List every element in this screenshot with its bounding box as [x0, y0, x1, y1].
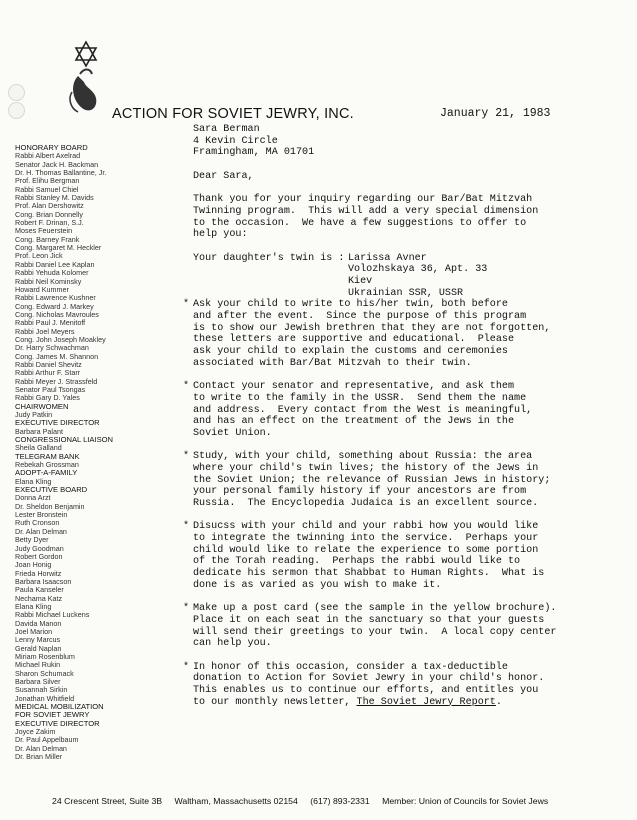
sidebar-heading: EXECUTIVE BOARD: [15, 486, 88, 495]
sidebar-name: Cong. Barney Frank: [15, 235, 80, 244]
suggestion-line: [193, 475, 633, 487]
suggestion-line: [193, 662, 633, 674]
suggestion-text: Russia. The Encyclopedia Judaica is an excellent source.: [193, 498, 539, 509]
sidebar-name: Judy Patkin: [15, 411, 53, 419]
suggestion-line: [193, 486, 633, 498]
sidebar-name: Cong. James M. Shannon: [15, 352, 99, 361]
sidebar-name: Dr. Harry Schwachman: [15, 344, 89, 353]
suggestion-text: Disucss with your child and your rabbi how you would like: [193, 521, 539, 533]
suggestion-text: your personal family history if your ancestors are from: [193, 486, 527, 498]
sidebar-name: Rabbi Meyer J. Strassfeld: [15, 377, 98, 386]
suggestion-item: [183, 451, 633, 509]
footer-member: Member: Union of Councils for Soviet Jews: [382, 796, 549, 806]
suggestion-text: Ask your child to write to his/her twin, both before: [193, 299, 508, 311]
intro-line: Thank you for your inquiry regarding our Bar/Bat Mitzvah: [193, 194, 533, 206]
suggestion-text: dedicate his sermon that Shabbat to Human Rights. What is: [193, 568, 545, 580]
suggestion-text: and has an effect on the treatment of the Jews in the: [193, 416, 515, 428]
sidebar-heading: TELEGRAM BANK: [15, 452, 80, 461]
sidebar-name: Joel Marion: [15, 627, 53, 636]
suggestion-text: Study, with your child, something about Russia: the area: [193, 451, 533, 463]
suggestion-text: child would like to relate the experience to some portion: [193, 544, 539, 556]
suggestion-text: Contact your senator and representative, and ask them: [193, 381, 515, 393]
sidebar-name: Barbara Silver: [15, 678, 61, 686]
suggestion-text: and after the event. Since the purpose of this program: [193, 311, 527, 322]
bullet-asterisk: *: [183, 603, 190, 615]
suggestion-line: [193, 638, 633, 650]
suggestion-line: [193, 334, 633, 346]
bullet-asterisk: *: [183, 381, 190, 393]
sidebar-name: Susannah Sirkin: [15, 686, 68, 695]
suggestion-line: [193, 416, 633, 428]
suggestion-line: [193, 463, 633, 475]
suggestion-line: [193, 545, 633, 557]
suggestion-line: [193, 393, 633, 405]
sidebar-heading: FOR SOVIET JEWRY: [15, 711, 90, 720]
suggestion-text: donation to Action for Soviet Jewry in your child's honor.: [193, 673, 545, 685]
sidebar-name: Joan Honig: [15, 561, 52, 570]
suggestion-text: the Soviet Union; the relevance of Russian Jews in history;: [193, 474, 551, 486]
footer-city: Waltham, Massachusetts 02154: [174, 796, 298, 806]
suggestion-line: [193, 451, 633, 463]
sidebar-heading: CONGRESSIONAL LIAISON: [15, 436, 114, 445]
sidebar-name: Rabbi Stanley M. Davids: [15, 194, 94, 203]
sidebar-heading: EXECUTIVE DIRECTOR: [15, 419, 100, 428]
twin-line: Volozhskaya 36, Apt. 33: [348, 264, 488, 276]
suggestion-text: Soviet Union.: [193, 427, 272, 439]
letter-date: January 21, 1983: [440, 107, 551, 120]
sidebar-name: Judy Goodman: [15, 544, 64, 553]
suggestion-line: [193, 685, 633, 697]
sidebar-name: Lester Bronstein: [15, 511, 68, 520]
suggestion-text: to integrate the twinning into the service. Perhaps your: [193, 533, 539, 545]
suggestion-line: [193, 533, 633, 545]
sentence-end: .: [495, 696, 502, 708]
sidebar-name: Cong. Nicholas Mavroules: [15, 310, 99, 319]
suggestion-text: In honor of this occasion, consider a tax-deductible: [193, 661, 508, 673]
sidebar-name: Robert Gordon: [15, 552, 63, 561]
sidebar-name: Dr. Alan Delman: [15, 744, 67, 753]
sidebar-name: Joyce Zakim: [15, 728, 56, 737]
sidebar-name: Barbara Isaacson: [15, 577, 72, 586]
suggestion-line: [193, 323, 633, 335]
bullet-asterisk: *: [183, 661, 190, 673]
suggestion-item: [183, 661, 633, 709]
suggestion-text: Make up a post card (see the sample in the yellow brochure).: [193, 603, 557, 615]
bullet-asterisk: *: [183, 451, 190, 463]
suggestion-line: [193, 311, 633, 323]
suggestion-text: associated with Bar/Bat Mitzvah to their twin.: [193, 357, 472, 369]
letter-body: [183, 124, 633, 708]
suggestion-text: to write to the family in the USSR. Send them the name: [193, 392, 527, 404]
sidebar-name: Miriam Rosenblum: [15, 652, 75, 661]
sidebar-name: Betty Dyer: [15, 536, 49, 545]
sidebar-name: Dr. Brian Miller: [15, 753, 63, 762]
sidebar-name: Cong. Margaret M. Heckler: [15, 244, 102, 253]
sidebar-name: Dr. Alan Delman: [15, 527, 67, 536]
sidebar-heading: ADOPT-A-FAMILY: [15, 469, 78, 478]
sidebar-name: Dr. Sheldon Benjamin: [15, 502, 85, 511]
suggestion-line: [193, 428, 633, 440]
sidebar-name: Rabbi Joel Meyers: [15, 327, 75, 336]
suggestion-line: [193, 521, 633, 533]
twin-info: [193, 253, 633, 300]
twin-line: Kiev: [348, 275, 373, 287]
sidebar-name: Prof. Alan Dershowitz: [15, 202, 84, 211]
twin-line: Larissa Avner: [348, 252, 427, 264]
letterhead-footer: [52, 796, 558, 806]
sidebar-name: Rabbi Yehuda Kolomer: [15, 269, 89, 278]
sidebar-name: Prof. Elihu Bergman: [15, 177, 80, 186]
star-of-david-logo: [60, 38, 112, 118]
suggestion-line: [193, 358, 633, 370]
intro-line: help you:: [193, 229, 248, 241]
sidebar-name: Davida Manon: [15, 619, 62, 628]
punch-hole-bottom: [8, 102, 25, 119]
sidebar-name: Nechama Katz: [15, 594, 63, 603]
sidebar-heading: CHAIRWOMEN: [15, 402, 69, 411]
suggestion-line: [193, 673, 633, 685]
twin-label: Your daughter's twin is :: [193, 252, 345, 264]
salutation: Dear Sara,: [193, 170, 254, 182]
suggestion-line: [193, 627, 633, 639]
sidebar-name: Prof. Leon Jick: [15, 252, 63, 261]
sidebar-name: Paula Kanseler: [15, 586, 64, 595]
bullet-asterisk: *: [183, 521, 190, 533]
sidebar-name: Cong. Edward J. Markey: [15, 302, 94, 311]
address-line: 4 Kevin Circle: [193, 135, 278, 147]
address-line: Framingham, MA 01701: [193, 147, 315, 159]
sidebar-name: Frieda Horwitz: [15, 569, 62, 578]
suggestion-line: [193, 405, 633, 417]
suggestion-line: [193, 299, 633, 311]
suggestion-line: [193, 556, 633, 568]
suggestion-line: [193, 580, 633, 592]
suggestion-line: [193, 381, 633, 393]
bullet-asterisk: *: [183, 299, 190, 311]
suggestion-text: to our monthly newsletter,: [193, 696, 357, 708]
suggestion-text: these letters are supportive and educational. Please: [193, 334, 515, 346]
sidebar-name: Rabbi Neil Kominsky: [15, 277, 82, 286]
sidebar-name: Ruth Cronson: [15, 519, 60, 528]
sidebar-name: Barbara Palant: [15, 427, 63, 436]
suggestion-line: [193, 697, 633, 709]
sidebar-name: Rabbi Albert Axelrad: [15, 152, 81, 161]
sidebar-name: Moses Feuerstein: [15, 227, 73, 236]
sidebar-name: Rabbi Lawrence Kushner: [15, 294, 96, 303]
sidebar-name: Cong. Brian Donnelly: [15, 210, 83, 219]
sidebar-name: Howard Kummer: [15, 285, 69, 294]
sidebar-heading: HONORARY BOARD: [15, 144, 88, 152]
suggestion-text: done is as varied as you wish to make it.: [193, 579, 442, 591]
sidebar-name: Rabbi Daniel Lee Kaplan: [15, 260, 95, 269]
suggestion-line: [193, 498, 633, 510]
suggestion-text: This enables us to continue our efforts, and entitles you: [193, 685, 539, 696]
suggestion-line: [193, 346, 633, 358]
suggestion-text: of the Torah reading. Perhaps the rabbi would like to: [193, 556, 521, 568]
sidebar-name: Gerald Naplan: [15, 644, 62, 653]
sidebar-name: Rabbi Michael Luckens: [15, 611, 90, 620]
sidebar-name: Senator Jack H. Backman: [15, 160, 99, 169]
sidebar-heading: MEDICAL MOBILIZATION: [15, 703, 104, 712]
sidebar-name: Sharon Schumack: [15, 669, 74, 678]
suggestion-item: [183, 299, 633, 369]
suggestion-text: and address. Every contact from the West is meaningful,: [193, 404, 533, 416]
intro-line: Twinning program. This will add a very special dimension: [193, 205, 539, 217]
sidebar-name: Rabbi Arthur F. Starr: [15, 369, 81, 378]
sidebar-name: Robert F. Drinan, S.J.: [15, 219, 84, 228]
suggestion-text: can help you.: [193, 638, 272, 650]
footer-street: 24 Crescent Street, Suite 3B: [52, 796, 163, 806]
punch-hole-top: [8, 84, 25, 101]
suggestion-text: ask your child to explain the customs and ceremonies: [193, 346, 508, 358]
sidebar-name: Donna Arzt: [15, 494, 51, 503]
sidebar-name: Dr. Paul Appelbaum: [15, 736, 79, 745]
sidebar-name: Michael Rukin: [15, 661, 61, 670]
sidebar-name: Rabbi Gary D. Yales: [15, 394, 80, 403]
suggestion-item: [183, 603, 633, 650]
sidebar-name: Jonathan Whitfield: [15, 694, 75, 703]
twin-line: Ukrainian SSR, USSR: [348, 287, 464, 299]
sidebar-name: Lenny Marcus: [15, 636, 61, 645]
suggestion-item: [183, 521, 633, 591]
sidebar-name: Cong. John Joseph Moakley: [15, 335, 106, 344]
sidebar-name: Rabbi Samuel Chiel: [15, 185, 79, 194]
suggestions-list: [183, 299, 633, 708]
suggestion-item: [183, 381, 633, 439]
recipient-address: [193, 124, 633, 159]
footer-phone: (617) 893-2331: [310, 796, 370, 806]
suggestion-text: will send their greetings to your twin. A local copy center: [193, 626, 557, 638]
sidebar-name: Rabbi Daniel Shevitz: [15, 360, 82, 369]
suggestion-line: [193, 568, 633, 580]
sidebar-name: Sheila Galland: [15, 444, 62, 453]
sidebar-name: Dr. H. Thomas Ballantine, Jr.: [15, 169, 107, 178]
suggestion-line: [193, 603, 633, 615]
intro-line: to the occasion. We have a few suggestions to offer to: [193, 217, 527, 229]
suggestion-text: Place it on each seat in the sanctuary so that your guests: [193, 614, 545, 626]
sidebar-name: Elana Kling: [15, 477, 52, 486]
intro-paragraph: [193, 194, 633, 241]
suggestion-text: is to show our Jewish brethren that they are not forgotten,: [193, 322, 551, 334]
sidebar-name: Senator Paul Tsongas: [15, 385, 86, 394]
sidebar-name: Rebekah Grossman: [15, 461, 79, 470]
sidebar-heading: EXECUTIVE DIRECTOR: [15, 719, 100, 728]
sidebar-name: Rabbi Paul J. Menitoff: [15, 319, 86, 328]
address-line: Sara Berman: [193, 124, 260, 135]
sidebar-board-list: [15, 144, 165, 761]
newsletter-title: The Soviet Jewry Report: [356, 696, 496, 708]
suggestion-text: where your child's twin lives; the history of the Jews in: [193, 462, 539, 474]
sidebar-name: Elana Kling: [15, 602, 52, 611]
suggestion-line: [193, 615, 633, 627]
organization-name: ACTION FOR SOVIET JEWRY, INC.: [112, 106, 354, 122]
